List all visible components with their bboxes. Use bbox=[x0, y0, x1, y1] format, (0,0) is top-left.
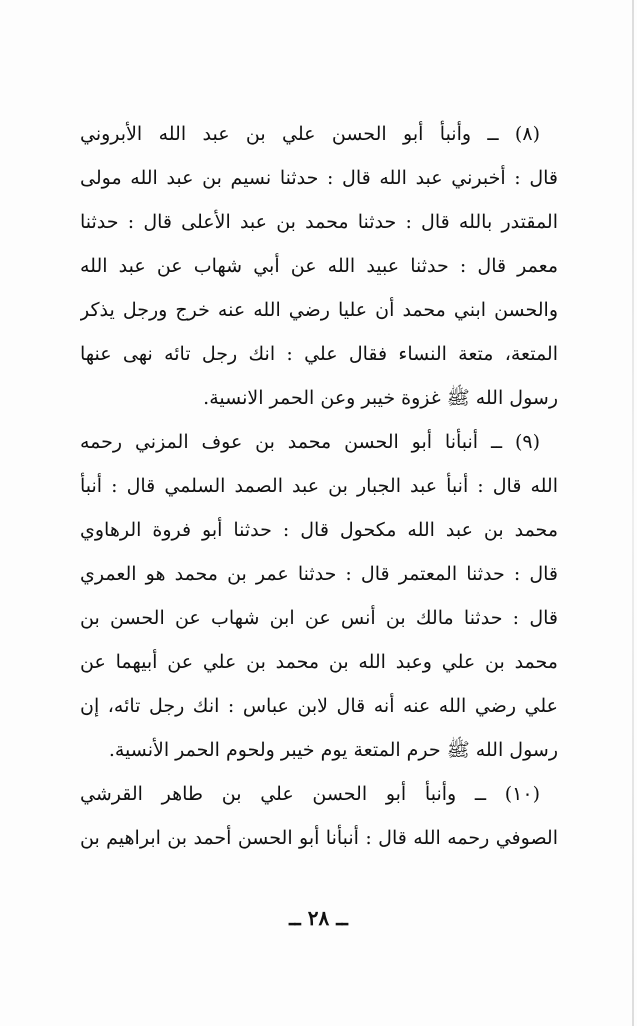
text-line: قال : حدثنا المعتمر قال : حدثنا عمر بن محمد هو العمري bbox=[80, 563, 558, 585]
text-line: المتعة، متعة النساء فقال علي : انك رجل تائه نهى عنها bbox=[80, 343, 558, 365]
text-line: علي رضي الله عنه أنه قال لابن عباس : انك رجل تائه، إن bbox=[80, 695, 558, 717]
text-line-hadith-9-heading: (٩) ــ أنبأنا أبو الحسن محمد بن عوف المزني رحمه bbox=[80, 431, 540, 453]
page-number: ــ ٢٨ ــ bbox=[289, 906, 348, 930]
text-line: رسول الله ﷺ غزوة خيبر وعن الحمر الانسية. bbox=[203, 387, 558, 409]
text-line: معمر قال : حدثنا عبيد الله عن أبي شهاب عن عبد الله bbox=[80, 255, 558, 277]
text-line: رسول الله ﷺ حرم المتعة يوم خيبر ولحوم الحمر الأنسية. bbox=[108, 739, 558, 761]
text-line-hadith-10-heading: (١٠) ــ وأنبأ أبو الحسن علي بن طاهر القرشي bbox=[80, 783, 540, 805]
text-line: محمد بن علي وعبد الله بن محمد بن علي عن أبيهما عن bbox=[80, 651, 558, 673]
page-edge bbox=[632, 0, 634, 1026]
text-line: قال : حدثنا مالك بن أنس عن ابن شهاب عن الحسن بن bbox=[80, 607, 558, 629]
text-line: المقتدر بالله قال : حدثنا محمد بن عبد الأعلى قال : حدثنا bbox=[80, 211, 558, 233]
text-line: والحسن ابني محمد أن عليا رضي الله عنه خرج ورجل يذكر bbox=[80, 299, 558, 321]
text-line: الله قال : أنبأ عبد الجبار بن عبد الصمد السلمي قال : أنبأ bbox=[80, 475, 558, 497]
text-line: قال : أخبرني عبد الله قال : حدثنا نسيم بن عبد الله مولى bbox=[80, 167, 558, 189]
body-text bbox=[80, 112, 558, 860]
text-line: الصوفي رحمه الله قال : أنبأنا أبو الحسن أحمد بن ابراهيم بن bbox=[80, 827, 558, 849]
text-line-hadith-8-heading: (٨) ــ وأنبأ أبو الحسن علي بن عبد الله الأبروني bbox=[80, 123, 540, 145]
text-line: محمد بن عبد الله مكحول قال : حدثنا أبو فروة الرهاوي bbox=[80, 519, 558, 541]
